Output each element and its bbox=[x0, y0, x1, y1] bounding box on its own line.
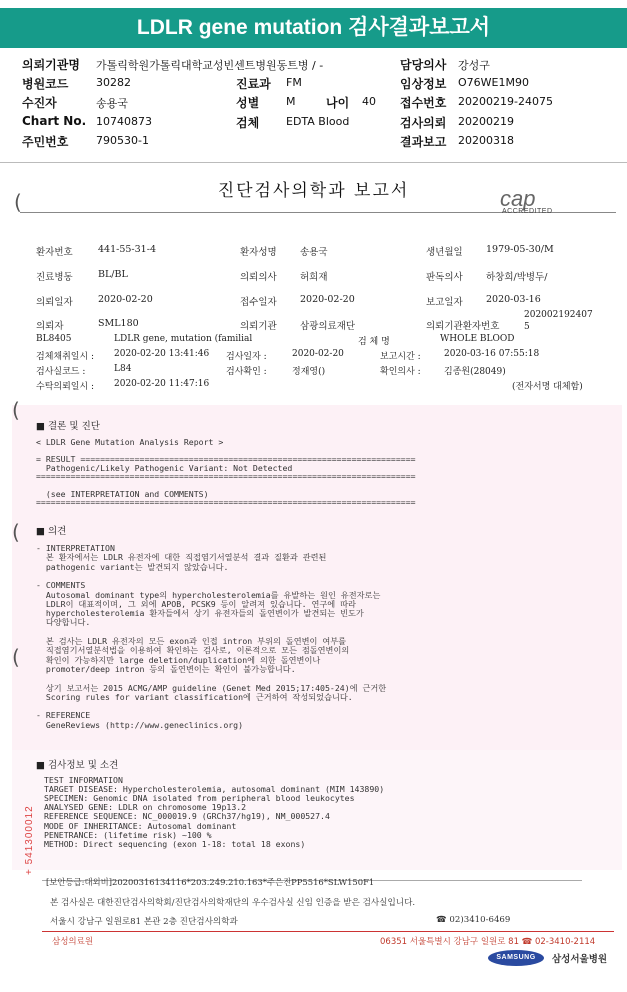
header-value: O76WE1M90 bbox=[458, 76, 529, 89]
header-value: FM bbox=[286, 76, 302, 89]
requester: SML180 bbox=[98, 318, 139, 329]
header-label: Chart No. bbox=[22, 114, 87, 128]
samsung-logo: SAMSUNG bbox=[488, 950, 544, 966]
inst-patient-no-suffix: 5 bbox=[524, 322, 530, 332]
report-text-line: TEST INFORMATION bbox=[44, 775, 123, 785]
header-value: 20200219 bbox=[458, 115, 514, 128]
header-value: 20200318 bbox=[458, 134, 514, 147]
report-time: 2020-03-16 07:55:18 bbox=[444, 349, 540, 359]
receive-date-label: 접수일자 bbox=[240, 297, 277, 308]
report-banner bbox=[0, 8, 627, 48]
report-text-line: 직접염기서열분석법을 이용하여 확인하는 검사로, 이론적으로 모든 점돌연변이의 bbox=[36, 645, 350, 656]
header-value: 790530-1 bbox=[96, 134, 149, 147]
header-label: 의뢰기관명 bbox=[22, 58, 80, 72]
dept: BL/BL bbox=[98, 269, 128, 280]
header-value: 10740873 bbox=[96, 115, 152, 128]
confirm: 정재영() bbox=[292, 367, 326, 377]
report-text-line: ANALYSED GENE: LDLR on chromosome 19p13.2 bbox=[44, 802, 247, 813]
confirm-label: 검사확인 : bbox=[226, 367, 267, 377]
header-value: 30282 bbox=[96, 76, 131, 89]
hospital-address: 06351 서울특별시 강남구 일원로 81 ☎ 02-3410-2114 bbox=[380, 937, 596, 947]
reader: 하창희/박병두/ bbox=[486, 272, 548, 283]
report-title: 진단검사의학과 보고서 bbox=[217, 181, 410, 201]
report-text-line: MODE OF INHERITANCE: Autosomal dominant bbox=[44, 820, 237, 831]
report-text-line: TARGET DISEASE: Hypercholesterolemia, autosomal dominant (MIM 143890) bbox=[44, 784, 385, 795]
test-code: BL8405 bbox=[36, 334, 72, 344]
report-text-line: Pathogenic/Likely Pathogenic Variant: Not Detected bbox=[36, 462, 293, 473]
dept-label: 진료병동 bbox=[36, 272, 73, 283]
exam-date: 2020-02-20 bbox=[292, 349, 344, 359]
report-text-line: (see INTERPRETATION and COMMENTS) bbox=[36, 488, 209, 499]
info-section-heading: ■ 검사정보 및 소견 bbox=[36, 760, 119, 771]
report-text-line: < LDLR Gene Mutation Analysis Report > bbox=[36, 437, 224, 447]
sign-note: (전자서명 대체함) bbox=[512, 382, 583, 392]
collect-label: 검체채취일시 : bbox=[36, 352, 95, 362]
security-line: [보안등급:대외비]20200316134116*203.249.210.163*주은진PP5516*SLW150F1 bbox=[46, 877, 375, 887]
header-value: 20200219-24075 bbox=[458, 95, 553, 108]
header-divider bbox=[0, 162, 627, 163]
header-label: 검사의뢰 bbox=[400, 116, 447, 130]
patient-name-label: 환자성명 bbox=[240, 247, 277, 258]
header-value: M bbox=[286, 95, 296, 108]
header-label: 수진자 bbox=[22, 96, 57, 110]
banner-title: LDLR gene mutation 검사결과보고서 bbox=[136, 16, 491, 39]
header-value: EDTA Blood bbox=[286, 115, 350, 128]
header-label: 접수번호 bbox=[400, 96, 447, 110]
confirm-doctor: 김종원(28049) bbox=[444, 367, 506, 377]
report-header bbox=[0, 52, 627, 160]
report-text-line: 본 검사는 LDLR 유전자의 모든 exon과 인접 intron 부위의 돌연변이 여부를 bbox=[36, 636, 347, 646]
header-label: 검체 bbox=[236, 116, 260, 130]
confirm-doctor-label: 확인의사 : bbox=[380, 367, 421, 377]
report-text-line: METHOD: Direct sequencing (exon 1-18: total 18 exons) bbox=[44, 838, 306, 849]
reader-label: 판독의사 bbox=[426, 272, 463, 283]
report-text-line: ============================================================================= bbox=[36, 471, 416, 482]
patient-id-label: 환자번호 bbox=[36, 247, 73, 258]
institution-label: 의뢰기관 bbox=[240, 321, 277, 332]
report-text-line: GeneReviews (http://www.geneclinics.org) bbox=[36, 719, 244, 730]
request-date: 2020-02-20 bbox=[98, 294, 153, 305]
exam-code: L84 bbox=[114, 364, 132, 374]
dob-label: 생년월일 bbox=[426, 247, 463, 258]
binder-hole-icon: ( bbox=[12, 645, 20, 669]
receive-label: 수탁의뢰일시 : bbox=[36, 382, 95, 392]
certification-note: 본 검사실은 대한진단검사의학회/진단검사의학재단의 우수검사실 신임 인증을 받은 검사실입니다. bbox=[50, 898, 416, 908]
receive-date: 2020-02-20 bbox=[300, 294, 355, 305]
patient-id: 441-55-31-4 bbox=[98, 244, 156, 255]
header-label: 진료과 bbox=[236, 77, 271, 91]
barcode-number-stamp: + 541300012 bbox=[24, 805, 35, 875]
institution: 삼광의료재단 bbox=[300, 321, 356, 332]
report-date-label: 보고일자 bbox=[426, 297, 463, 308]
report-text-line: - COMMENTS bbox=[36, 580, 86, 591]
hospital-group-name: 삼성의료원 bbox=[52, 937, 94, 947]
report-text-line: - INTERPRETATION bbox=[36, 543, 115, 553]
binder-hole-icon: ( bbox=[12, 520, 20, 544]
report-text-line: REFERENCE SEQUENCE: NC_000019.9 (GRCh37/hg19), NM_000527.4 bbox=[44, 811, 330, 822]
cap-accredited-logo: cap ACCREDITED bbox=[500, 186, 553, 215]
binder-hole-icon: ( bbox=[14, 190, 22, 214]
exam-code-label: 검사실코드 : bbox=[36, 367, 86, 377]
collect-time: 2020-02-20 13:41:46 bbox=[114, 349, 210, 359]
header-label: 성별 bbox=[236, 96, 260, 110]
dob: 1979-05-30/M bbox=[486, 244, 554, 255]
doctor: 허희재 bbox=[300, 272, 328, 283]
report-text-line: hypercholesterolemia 환자들에서 상기 유전자들의 돌연변이가 발견되는 빈도가 bbox=[36, 608, 364, 619]
footer-red-divider bbox=[42, 931, 614, 932]
report-time-label: 보고시간 : bbox=[380, 352, 421, 362]
lab-address: 서울시 강남구 일원로81 본관 2층 진단검사의학과 bbox=[50, 917, 238, 927]
doctor-label: 의뢰의사 bbox=[240, 272, 277, 283]
report-text-line: PENETRANCE: (lifetime risk) ~100 % bbox=[44, 829, 212, 840]
report-text-line: 상기 보고서는 2015 ACMG/AMP guideline (Genet Med 2015;17:405-24)에 근거한 bbox=[36, 682, 387, 693]
header-label: 임상정보 bbox=[400, 77, 447, 91]
inst-patient-no-label: 의뢰기관환자번호 bbox=[426, 321, 500, 332]
report-text-line: SPECIMEN: Genomic DNA isolated from peripheral blood leukocytes bbox=[44, 793, 355, 804]
report-text-line: LDLR이 대표적이며, 그 외에 APOB, PCSK9 등이 알려져 있습니다. 연구에 따라 bbox=[36, 598, 356, 609]
report-text-line: Scoring rules for variant classification에 근거하여 작성되었습니다. bbox=[36, 691, 353, 702]
report-text-line: 다양합니다. bbox=[36, 617, 91, 628]
header-label: 결과보고 bbox=[400, 135, 447, 149]
header-label: 주민번호 bbox=[22, 135, 69, 149]
report-text-line: - REFERENCE bbox=[36, 710, 91, 721]
test-name: LDLR gene, mutation (familial bbox=[114, 334, 253, 344]
header-label: 병원코드 bbox=[22, 77, 69, 91]
report-text-line: promoter/deep intron 등의 돌연변이는 확인이 불가능합니다. bbox=[36, 663, 296, 674]
receive-time: 2020-02-20 11:47:16 bbox=[114, 379, 210, 389]
report-text-line: 확인이 가능하지만 large deletion/duplication에 의한 돌연변이나 bbox=[36, 654, 321, 665]
header-label: 담당의사 bbox=[400, 58, 447, 72]
inst-patient-no: 202002192407 bbox=[524, 310, 593, 320]
header-value: 40 bbox=[362, 95, 376, 108]
report-text-line: pathogenic variant는 발견되지 않았습니다. bbox=[36, 561, 229, 572]
header-value: 가톨릭학원가톨릭대학교성빈센트병원동트병 / - bbox=[96, 59, 324, 72]
report-text-line: 본 환자에서는 LDLR 유전자에 대한 직접염기서열분석 결과 질환과 관련된 bbox=[36, 552, 327, 563]
report-text-line: Autosomal dominant type의 hypercholesterolemia를 유발하는 원인 유전자로는 bbox=[36, 589, 381, 600]
lab-phone: ☎ 02)3410-6469 bbox=[436, 915, 511, 925]
report-text-line: = RESULT ==================================================================== bbox=[36, 454, 416, 465]
report-text-line: ============================================================================= bbox=[36, 497, 416, 508]
binder-hole-icon: ( bbox=[12, 398, 20, 422]
header-value: 강성구 bbox=[458, 59, 490, 72]
result-section-heading: ■ 결론 및 진단 bbox=[36, 421, 100, 432]
specimen-label: 검 체 명 bbox=[358, 337, 390, 347]
patient-name: 송용국 bbox=[300, 247, 328, 258]
header-label: 나이 bbox=[326, 96, 350, 110]
header-value: 송용국 bbox=[96, 97, 128, 110]
requester-label: 의뢰자 bbox=[36, 321, 64, 332]
request-date-label: 의뢰일자 bbox=[36, 297, 73, 308]
exam-date-label: 검사일자 : bbox=[226, 352, 267, 362]
specimen: WHOLE BLOOD bbox=[440, 334, 515, 344]
opinion-section-heading: ■ 의견 bbox=[36, 526, 67, 537]
hospital-name: 삼성서울병원 bbox=[552, 954, 608, 965]
report-date: 2020-03-16 bbox=[486, 294, 541, 305]
